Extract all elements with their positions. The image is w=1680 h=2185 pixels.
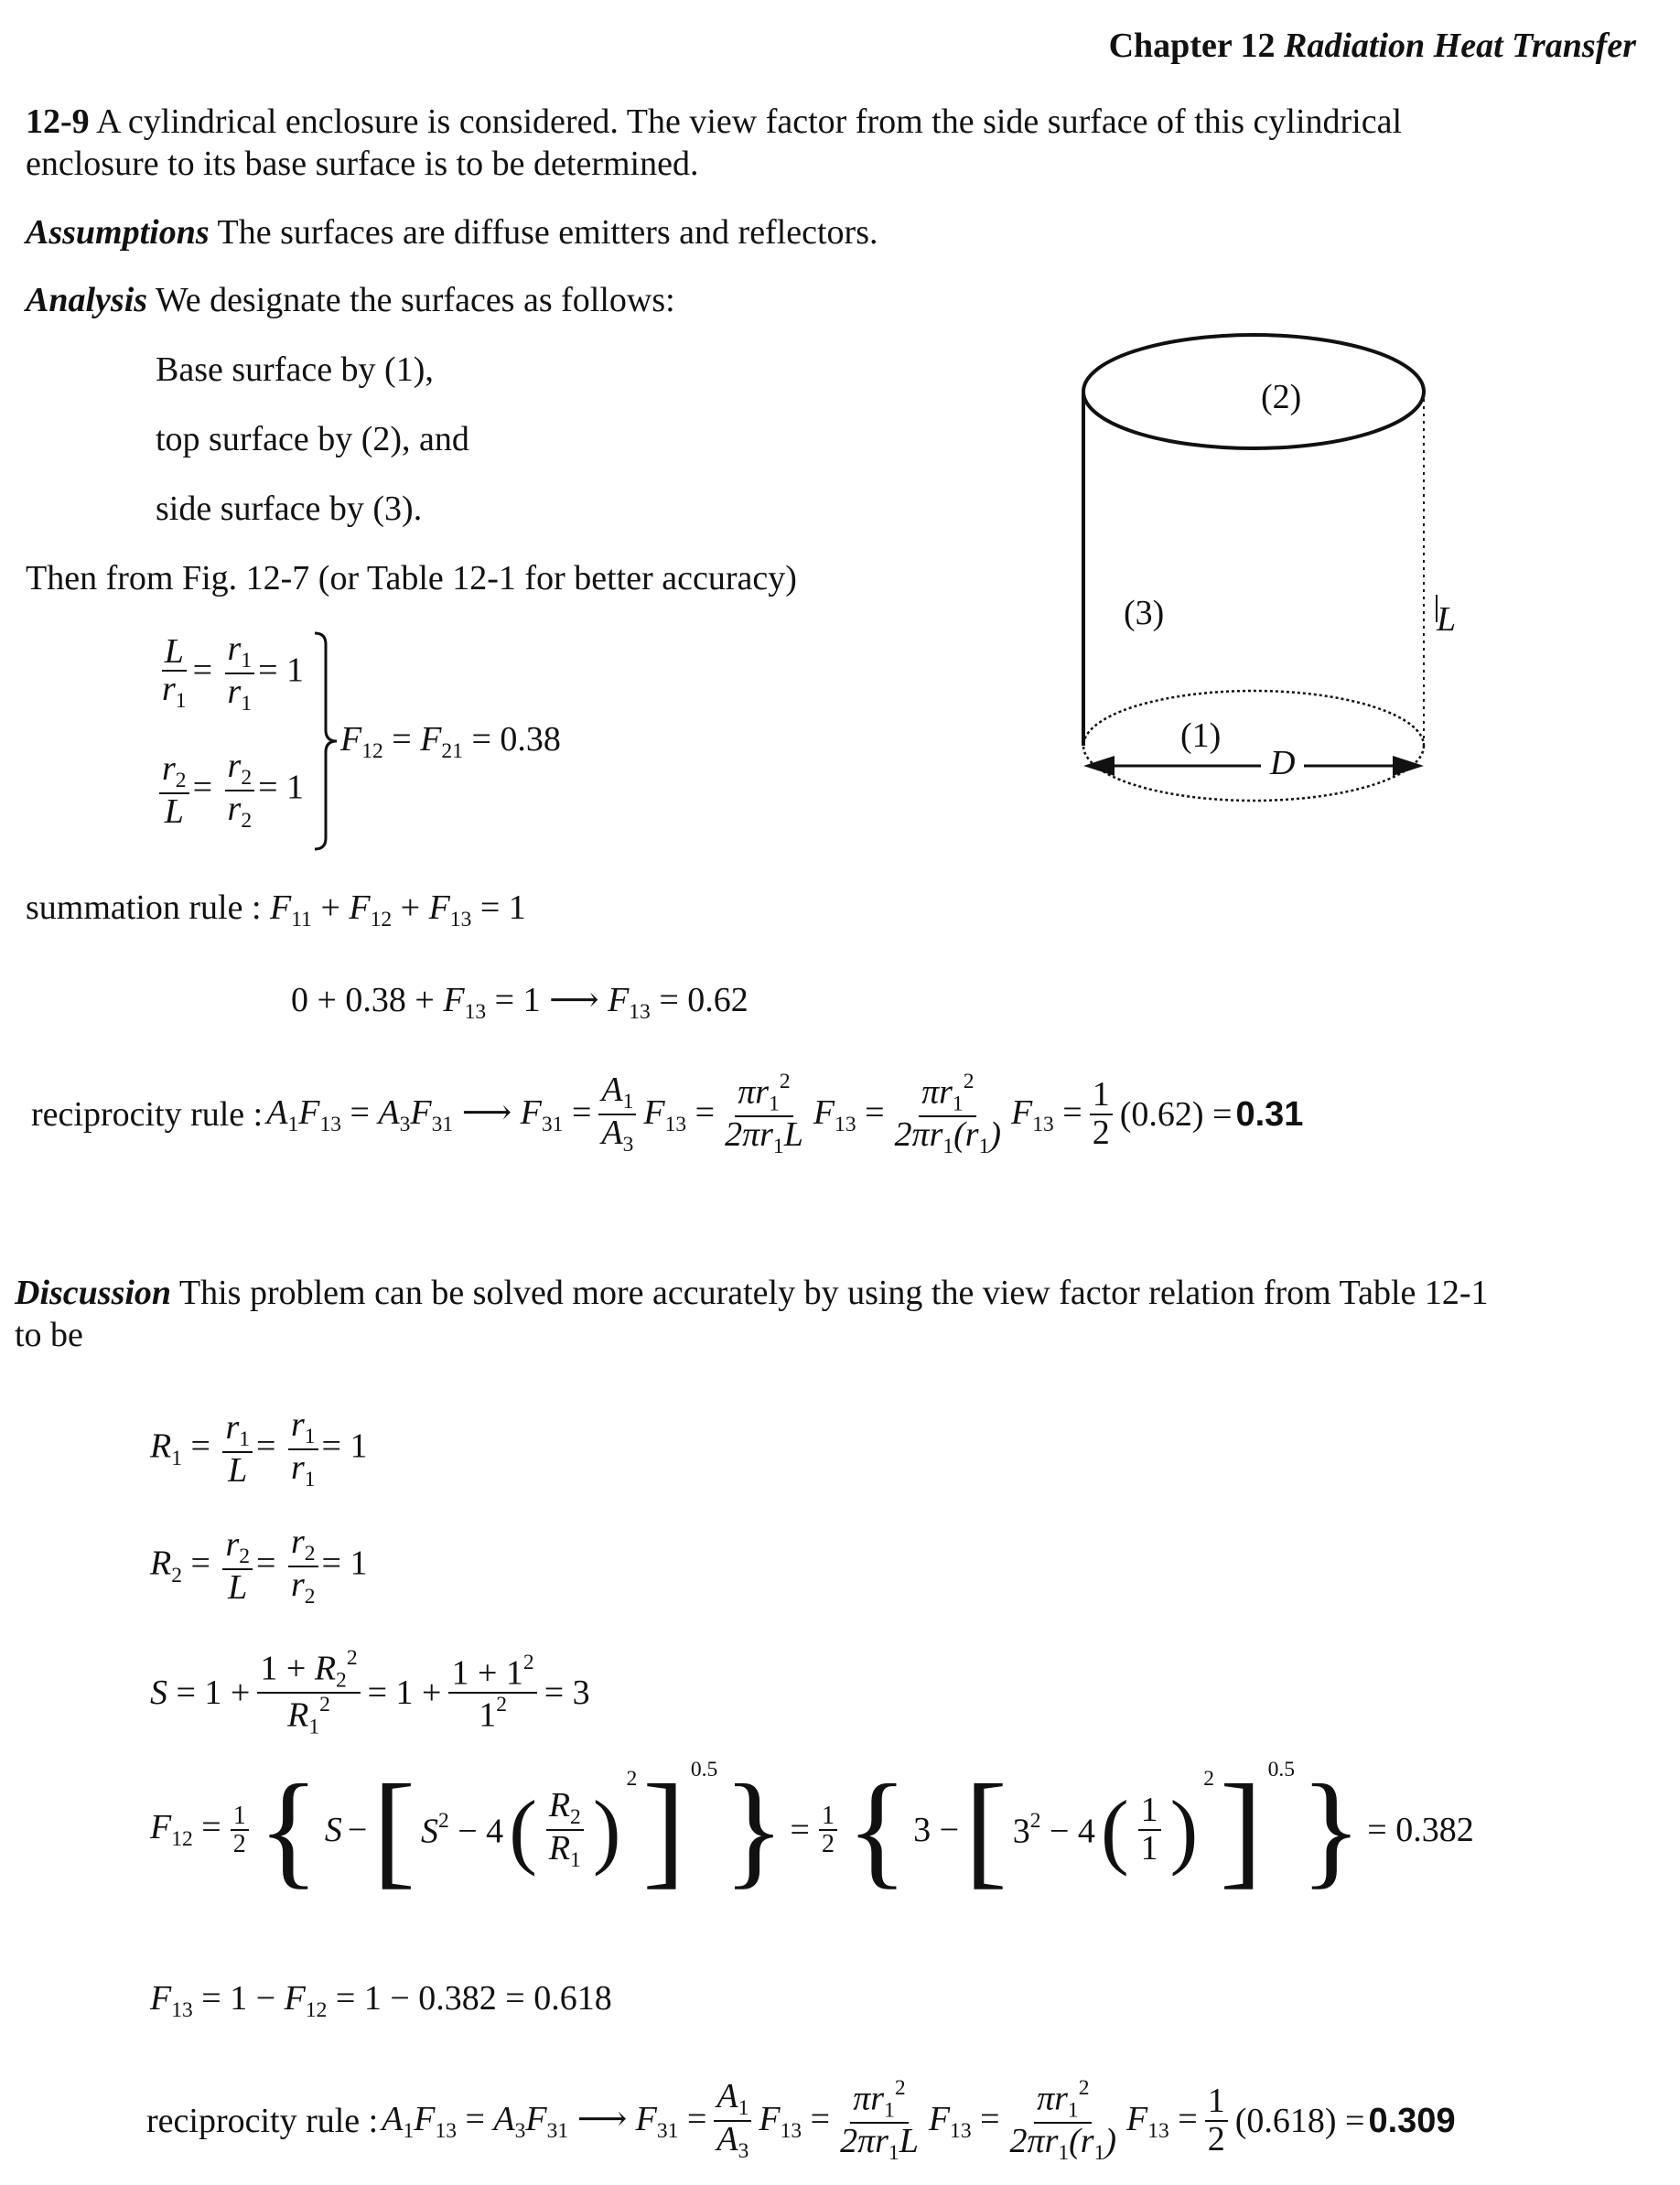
f12-formula: $F_{12}$ = $\frac{1}{2}$ { S − [ $S^2 - 4$ ( $\frac{R_2}{R_1}$ ) $^2$ ] $^{0.5}$ } = $\frac{1}{2}$ { 3 − [ $3^2 - 4$ ( $\frac{1}{1}$ ) $^2$ ] $^{0.5}$ } = 0.382	[150, 1757, 1474, 1900]
r1-equation: $R_1$ = $\frac{r_1}{L}$ = $\frac{r_1}{r_1}$ = 1	[150, 1405, 368, 1492]
problem-text-line2: enclosure to its base surface is to be determined.	[26, 145, 699, 183]
f12-value: = 0.38	[471, 720, 561, 759]
chapter-title: Radiation Heat Transfer	[1284, 27, 1636, 65]
ratio-equation-1: $\frac{L}{r_1}$ = $\frac{r_1}{r_1}$ = 1	[162, 630, 305, 716]
s-equation: S = 1 + $\frac{1 + R_2^2}{R_1^2}$ = 1 + $\frac{1 + 1^2}{1^2}$ = 3	[150, 1646, 590, 1740]
page-header	[1109, 26, 1636, 66]
figure-label-length: L	[1437, 600, 1457, 639]
reciprocity-label-2: reciprocity rule :	[146, 2102, 379, 2141]
r2-equation: $R_2$ = $\frac{r_2}{L}$ = $\frac{r_2}{r_2}$ = 1	[150, 1523, 368, 1609]
s-result: = 3	[544, 1674, 590, 1713]
reciprocity-label-1: reciprocity rule :	[31, 1095, 264, 1135]
problem-number: 12-9	[26, 102, 90, 141]
f13-value: = 0.62	[659, 981, 748, 1019]
analysis-item-base: Base surface by (1),	[156, 350, 434, 389]
figure-reference: Then from Fig. 12-7 (or Table 12-1 for better accuracy)	[26, 559, 797, 597]
reciprocity-coef-2: (0.618) =	[1234, 2102, 1365, 2141]
discussion	[15, 1272, 1662, 1356]
f13-equation: $F_{13} = 1 - F_{12} = 1 - 0.382 = 0.618$	[150, 1979, 612, 2023]
reciprocity-rule-2: reciprocity rule : $A_1F_{13} = A_3F_{31}$ ⟶ $F_{31}$ = $\frac{A_1}{A_3}$ $F_{13}$ = $\frac{\pi r_1^2}{2\pi r_1L}$ $F_{13}$ = $\frac{\pi r_1^2}{2\pi r_1(r_1)}$ $F_{13}$ = $\frac{1}{2}$ (0.618) = 0.309	[146, 2076, 1456, 2166]
chapter-number: Chapter 12	[1108, 27, 1276, 65]
analysis-item-top: top surface by (2), and	[156, 420, 469, 458]
f31-result-2: 0.309	[1368, 2101, 1456, 2140]
problem-statement	[26, 101, 1654, 185]
assumptions	[26, 212, 878, 253]
discussion-line2: to be	[15, 1316, 83, 1354]
figure-label-top: (2)	[1261, 378, 1302, 416]
figure-label-base: (1)	[1180, 716, 1222, 755]
figure-label-side: (3)	[1124, 594, 1165, 632]
analysis-text: We designate the surfaces as follows:	[155, 281, 675, 319]
assumptions-label: Assumptions	[26, 213, 210, 252]
reciprocity-rule-1: reciprocity rule : $A_1F_{13} = A_3F_{31}$ ⟶ $F_{31}$ = $\frac{A_1}{A_3}$ $F_{13}$ = $\frac{\pi r_1^2}{2\pi r_1L}$ $F_{13}$ = $\frac{\pi r_1^2}{2\pi r_1(r_1)}$ $F_{13}$ = $\frac{1}{2}$ (0.62) = 0.31	[31, 1070, 1304, 1159]
reciprocity-coef-1: (0.62) =	[1119, 1095, 1233, 1135]
summation-sub-values: 0 + 0.38 +	[291, 981, 435, 1019]
analysis	[26, 280, 675, 320]
f31-result-1: 0.31	[1235, 1094, 1304, 1134]
analysis-item-side: side surface by (3).	[156, 490, 423, 528]
summation-rule: summation rule : $F_{11} + F_{12} + F_{13} = 1$	[26, 888, 526, 932]
f12-f21-result: $F_{12} = F_{21} = 0.38$	[340, 720, 561, 764]
f13-accurate-result: = 1 − 0.382 = 0.618	[335, 1979, 612, 2018]
analysis-label: Analysis	[26, 281, 148, 319]
summation-label: summation rule :	[26, 888, 262, 927]
discussion-label: Discussion	[15, 1274, 172, 1312]
discussion-line1: This problem can be solved more accurately by using the view factor relation from Table 12-1	[178, 1274, 1489, 1312]
problem-text-line1: A cylindrical enclosure is considered. The view factor from the side surface of this cylindrical	[96, 102, 1403, 141]
right-brace	[313, 631, 339, 851]
assumptions-text: The surfaces are diffuse emitters and reflectors.	[217, 213, 878, 252]
summation-substitution: $0 + 0.38 + F_{13} = 1$ ⟶ $F_{13} = 0.62$	[291, 981, 748, 1025]
figure-label-diameter: D	[1261, 743, 1304, 783]
f12-accurate-result: = 0.382	[1367, 1811, 1474, 1849]
ratio-equation-2: $\frac{r_2}{L}$ = $\frac{r_2}{r_2}$ = 1	[156, 748, 304, 833]
